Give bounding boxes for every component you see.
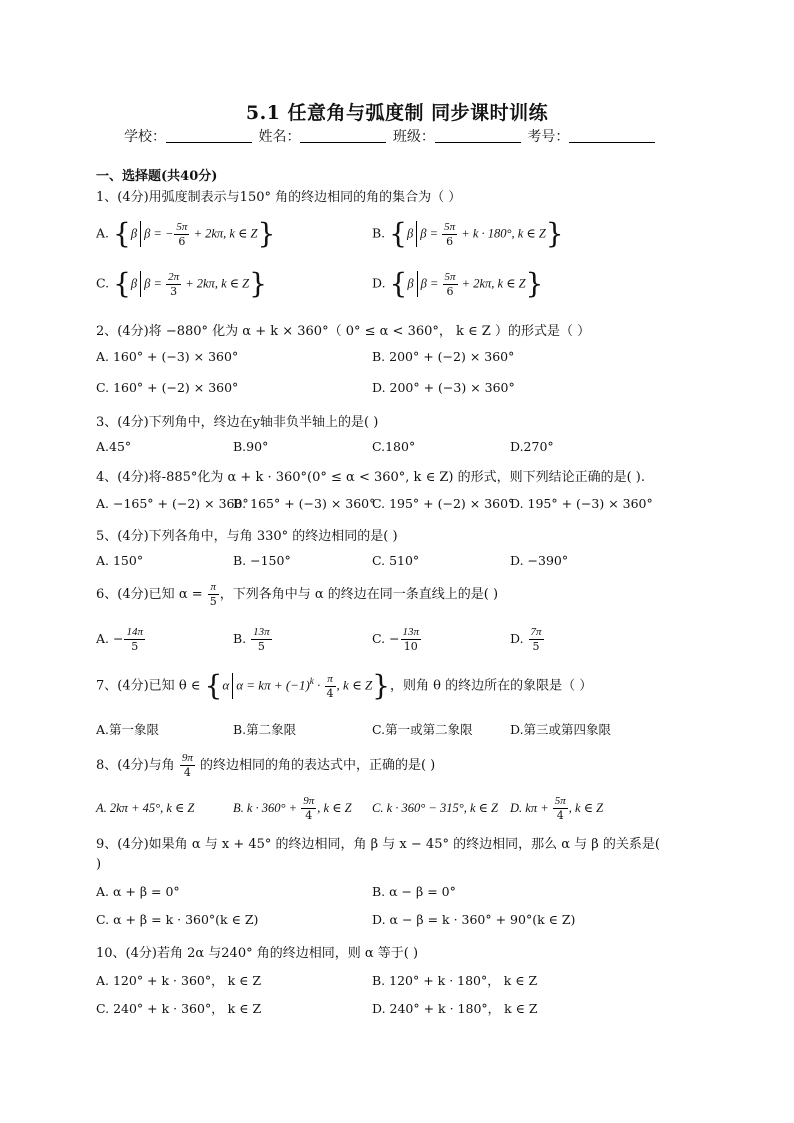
fraction xyxy=(251,626,272,653)
frac-num: 5π xyxy=(444,270,456,283)
frac-den: 6 xyxy=(178,234,186,248)
q6-option-c[interactable] xyxy=(372,626,422,653)
q8-b-label: B. k · 360° + xyxy=(233,801,301,815)
beta-symbol: β xyxy=(407,276,414,291)
question-6-stem xyxy=(96,581,498,608)
q2-option-a[interactable]: A. 160° + (−3) × 360° xyxy=(96,349,239,364)
q7-option-b[interactable]: B.第二象限 xyxy=(233,722,297,737)
q6-d-label: D. xyxy=(510,631,528,646)
q10-option-d[interactable]: D. 240° + k · 180°， k ∈ Z xyxy=(372,1001,538,1016)
right-brace: } xyxy=(545,217,564,250)
set-bar xyxy=(416,221,417,247)
q7-option-a[interactable]: A.第一象限 xyxy=(96,722,160,737)
q6-option-d[interactable] xyxy=(510,626,545,653)
frac-num: π xyxy=(208,581,219,595)
q8-d-post: , k ∈ Z xyxy=(568,801,604,815)
fraction xyxy=(180,752,195,779)
q4-option-c[interactable]: C. 195° + (−2) × 360° xyxy=(372,496,515,511)
question-5-stem: 5、(4分)下列各角中，与角 330° 的终边相同的是( ) xyxy=(96,529,398,544)
frac-den: 6 xyxy=(446,234,454,248)
exam-no-label: 考号： xyxy=(527,129,570,145)
q1-d-label: D. xyxy=(372,275,386,291)
q1-c-pre: β = xyxy=(144,276,166,291)
q8-option-d[interactable] xyxy=(510,795,603,822)
fraction xyxy=(208,581,219,608)
frac-num: 13π xyxy=(402,626,420,638)
q7-set-domain: , k ∈ Z xyxy=(336,677,373,693)
q1-option-c[interactable] xyxy=(96,267,267,300)
q9-option-b[interactable]: B. α − β = 0° xyxy=(372,884,456,899)
q6-option-a[interactable] xyxy=(96,626,146,653)
q1-option-b[interactable] xyxy=(372,217,564,250)
q7-set-expr: α = kπ + (−1) xyxy=(236,677,310,693)
q5-option-c[interactable]: C. 510° xyxy=(372,553,420,568)
fraction xyxy=(124,626,145,653)
fraction xyxy=(401,626,422,653)
q6-stem-pre: 6、(4分)已知 α = xyxy=(96,587,207,602)
q1-b-pre: β = xyxy=(420,226,442,241)
q1-a-pre: β = − xyxy=(144,226,174,241)
page-title: 5.1 任意角与弧度制 同步课时训练 xyxy=(245,102,549,124)
name-label: 姓名： xyxy=(258,129,301,145)
q1-b-post: + k · 180°, k ∈ Z xyxy=(458,226,546,241)
frac-den: 3 xyxy=(170,284,178,298)
fraction xyxy=(443,271,458,298)
q5-option-a[interactable]: A. 150° xyxy=(96,553,144,568)
q1-a-post: + 2kπ, k ∈ Z xyxy=(190,226,258,241)
q4-option-b[interactable]: B. 165° + (−3) × 360° xyxy=(233,496,376,511)
beta-symbol: β xyxy=(130,276,138,291)
q10-option-a[interactable]: A. 120° + k · 360°， k ∈ Z xyxy=(96,973,262,988)
q3-option-d[interactable]: D.270° xyxy=(510,439,554,454)
frac-den: 4 xyxy=(556,809,564,822)
question-2-stem: 2、(4分)将 −880° 化为 α + k × 360°（ 0° ≤ α < 360°， k ∈ Z ）的形式是（ ） xyxy=(96,324,591,339)
q7-set-var: α xyxy=(222,677,230,693)
frac-den: 5 xyxy=(257,640,265,653)
frac-num: 5π xyxy=(554,795,566,807)
fraction xyxy=(325,673,336,700)
q7-stem-pre: 7、(4分)已知 θ ∈ xyxy=(96,678,205,694)
q8-option-c[interactable] xyxy=(372,800,498,816)
frac-num: π xyxy=(325,673,336,687)
question-8-stem xyxy=(96,752,435,779)
right-brace: } xyxy=(257,217,276,250)
q8-stem-post: 的终边相同的角的表达式中，正确的是( ) xyxy=(195,758,436,773)
q6-stem-post: ，下列各角中与 α 的终边在同一条直线上的是( ) xyxy=(219,587,499,602)
q2-option-c[interactable]: C. 160° + (−2) × 360° xyxy=(96,380,239,395)
left-brace: { xyxy=(113,267,131,300)
fraction xyxy=(529,626,544,653)
frac-num: 2π xyxy=(168,270,180,283)
q10-option-b[interactable]: B. 120° + k · 180°， k ∈ Z xyxy=(372,973,538,988)
q3-option-b[interactable]: B.90° xyxy=(233,439,269,454)
right-brace: } xyxy=(249,267,267,300)
q7-option-c[interactable]: C.第一或第二象限 xyxy=(372,722,473,737)
q1-c-post: + 2kπ, k ∈ Z xyxy=(182,276,250,291)
question-7-stem xyxy=(96,669,593,702)
frac-den: 5 xyxy=(131,640,139,653)
q1-b-label: B. xyxy=(372,225,386,241)
class-blank[interactable] xyxy=(435,128,521,143)
frac-num: 9π xyxy=(181,752,193,764)
frac-den: 5 xyxy=(209,595,217,608)
q1-d-pre: β = xyxy=(420,276,442,291)
q8-stem-pre: 8、(4分)与角 xyxy=(96,758,179,773)
q9-option-a[interactable]: A. α + β = 0° xyxy=(96,884,180,899)
fraction xyxy=(442,221,457,248)
q4-option-a[interactable]: A. −165° + (−2) × 360° xyxy=(96,496,249,511)
q9-option-d[interactable]: D. α − β = k · 360° + 90°(k ∈ Z) xyxy=(372,912,576,927)
set-bar xyxy=(140,221,141,247)
question-4-stem: 4、(4分)将-885°化为 α + k · 360°(0° ≤ α < 360°, k ∈ Z) 的形式，则下列结论正确的是( ). xyxy=(96,470,645,485)
set-bar xyxy=(140,271,141,297)
left-brace: { xyxy=(113,217,131,250)
q8-a-text: A. 2kπ + 45°, k ∈ Z xyxy=(96,801,195,815)
frac-den: 4 xyxy=(326,686,334,700)
set-bar xyxy=(417,271,418,297)
question-9-stem: 9、(4分)如果角 α 与 x + 45° 的终边相同，角 β 与 x − 45° 的终边相同，那么 α 与 β 的关系是( xyxy=(96,837,660,852)
frac-num: 7π xyxy=(530,626,542,638)
q1-a-label: A. xyxy=(96,225,110,241)
frac-num: 5π xyxy=(176,220,188,233)
question-3-stem: 3、(4分)下列角中，终边在y轴非负半轴上的是( ) xyxy=(96,415,379,430)
student-info-row xyxy=(124,126,684,146)
fraction xyxy=(553,795,568,822)
q10-option-c[interactable]: C. 240° + k · 360°， k ∈ Z xyxy=(96,1001,262,1016)
q1-d-post: + 2kπ, k ∈ Z xyxy=(458,276,526,291)
q3-option-c[interactable]: C.180° xyxy=(372,439,416,454)
fraction xyxy=(166,271,181,298)
frac-den: 4 xyxy=(183,766,191,779)
fraction xyxy=(301,795,316,822)
frac-num: 13π xyxy=(253,626,270,638)
q5-option-b[interactable]: B. −150° xyxy=(233,553,291,568)
q6-a-label: A. − xyxy=(96,631,124,646)
q6-b-label: B. xyxy=(233,631,251,646)
left-brace: { xyxy=(389,217,407,250)
frac-num: 5π xyxy=(444,220,456,233)
question-9-stem-cont: ) xyxy=(96,857,102,872)
exam-no-blank[interactable] xyxy=(569,128,655,143)
frac-den: 5 xyxy=(532,640,540,653)
frac-den: 10 xyxy=(403,640,418,653)
q3-option-a[interactable]: A.45° xyxy=(96,439,132,454)
q7-stem-post: ，则角 θ 的终边所在的象限是（ ） xyxy=(390,678,593,694)
q7-set-dot: · xyxy=(313,677,324,693)
beta-symbol: β xyxy=(130,226,138,241)
school-label: 学校： xyxy=(124,129,166,145)
q6-c-label: C. − xyxy=(372,631,400,646)
question-10-stem: 10、(4分)若角 2α 与240° 角的终边相同，则 α 等于( ) xyxy=(96,946,419,961)
q2-option-d[interactable]: D. 200° + (−3) × 360° xyxy=(372,380,515,395)
name-blank[interactable] xyxy=(300,128,386,143)
fraction xyxy=(174,221,189,248)
q4-option-d[interactable]: D. 195° + (−3) × 360° xyxy=(510,496,653,511)
q1-option-a[interactable] xyxy=(96,217,276,250)
q9-option-c[interactable]: C. α + β = k · 360°(k ∈ Z) xyxy=(96,912,259,927)
q8-c-text: C. k · 360° − 315°, k ∈ Z xyxy=(372,801,498,815)
frac-num: 9π xyxy=(303,795,315,807)
q8-b-post: , k ∈ Z xyxy=(317,801,352,815)
beta-symbol: β xyxy=(406,226,414,241)
q1-option-d[interactable] xyxy=(372,267,544,300)
frac-den: 4 xyxy=(305,809,313,822)
q1-c-label: C. xyxy=(96,275,110,291)
q7-set-exponent: k xyxy=(309,676,314,687)
q6-option-b[interactable] xyxy=(233,626,273,653)
school-blank[interactable] xyxy=(166,128,252,143)
q8-d-label: D. kπ + xyxy=(510,801,552,815)
q7-option-d[interactable]: D.第三或第四象限 xyxy=(510,722,612,737)
set-bar xyxy=(232,673,233,699)
q5-option-d[interactable]: D. −390° xyxy=(510,553,569,568)
q2-option-b[interactable]: B. 200° + (−2) × 360° xyxy=(372,349,515,364)
right-brace: } xyxy=(372,669,390,702)
right-brace: } xyxy=(525,267,544,300)
question-1-stem: 1、(4分)用弧度制表示与150° 角的终边相同的角的集合为（ ） xyxy=(96,190,462,205)
frac-den: 6 xyxy=(446,284,454,298)
q8-option-b[interactable] xyxy=(233,795,352,822)
left-brace: { xyxy=(204,669,223,702)
q8-option-a[interactable] xyxy=(96,800,194,816)
left-brace: { xyxy=(389,267,408,300)
section-heading: 一、选择题(共40分) xyxy=(96,169,218,184)
class-label: 班级： xyxy=(392,129,435,145)
frac-num: 14π xyxy=(126,626,143,638)
